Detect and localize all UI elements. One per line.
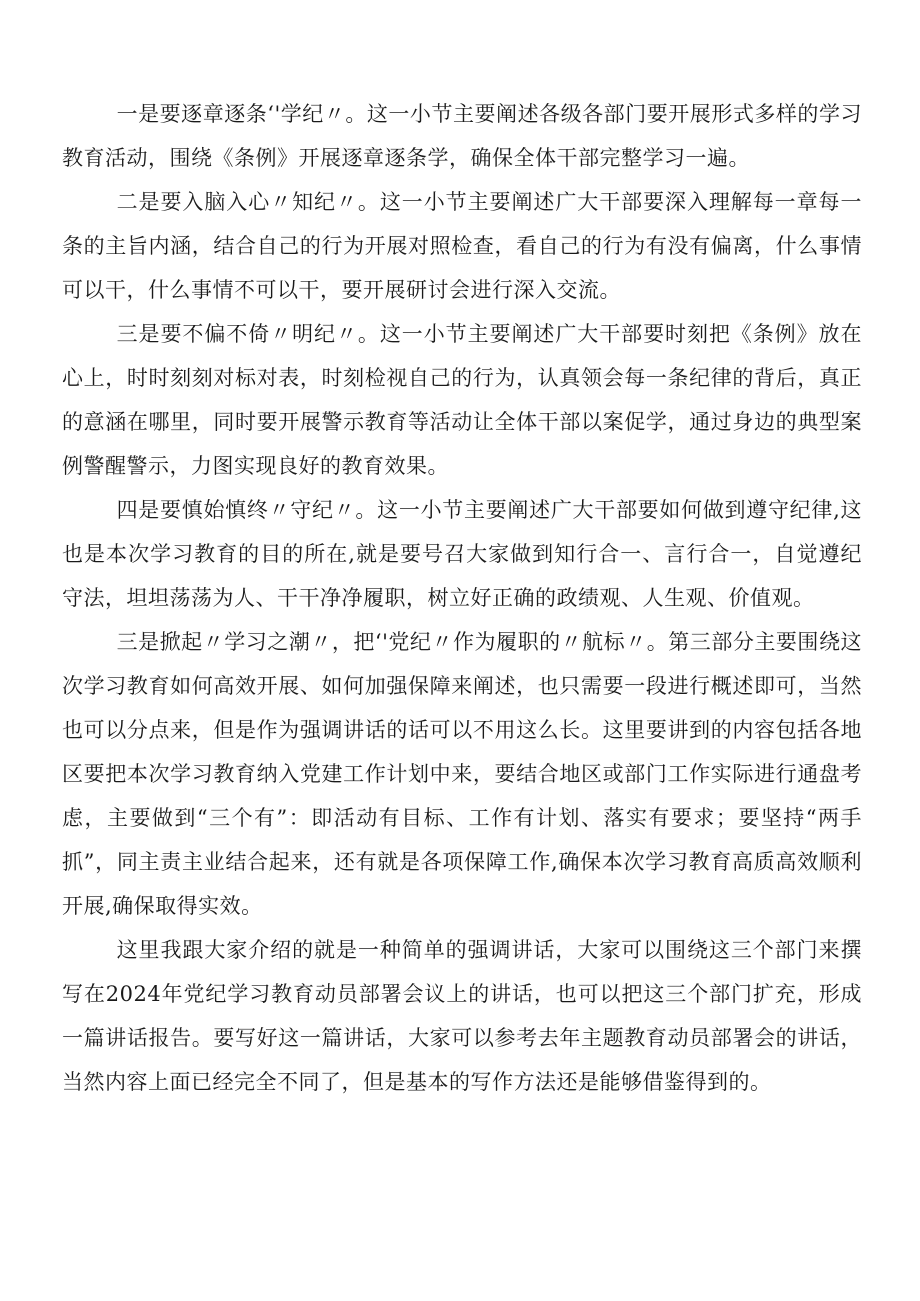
paragraph-closing: 这里我跟大家介绍的就是一种简单的强调讲话，大家可以围绕这三个部门来撰写在2024年党纪学习教育动员部署会议上的讲话，也可以把这三个部门扩充，形成一篇讲话报告。要写好这一篇讲话，大家可以参考去年主题教育动员部署会的讲话，当然内容上面已经完全不同了，但是基本的写作方法还是能够借鉴得到的。 bbox=[62, 938, 862, 1094]
paragraph-part-three: 三是掀起〃学习之潮〃，把‘'党纪〃作为履职的〃航标〃。第三部分主要围绕这次学习教育如何高效开展、如何加强保障来阐述，也只需要一段进行概述即可，当然也可以分点来，但是作为强调讲话的话可以不用这么长。这里要讲到的内容包括各地区要把本次学习教育纳入党建工作计划中来，要结合地区或部门工作实际进行通盘考虑，主要做到“三个有”：即活动有目标、工作有计划、落实有要求；要坚持“两手抓”，同主责主业结合起来，还有就是各项保障工作,确保本次学习教育高质高效顺利开展,确保取得实效。 bbox=[62, 630, 862, 918]
paragraph-study-discipline: 一是要逐章逐条‘'学纪〃。这一小节主要阐述各级各部门要开展形式多样的学习教育活动，围绕《条例》开展逐章逐条学，确保全体干部完整学习一遍。 bbox=[62, 102, 862, 170]
paragraph-know-discipline: 二是要入脑入心〃知纪〃。这一小节主要阐述广大干部要深入理解每一章每一条的主旨内涵，结合自己的行为开展对照检查，看自己的行为有没有偏离，什么事情可以干，什么事情不可以干，要开展研讨会进行深入交流。 bbox=[62, 190, 862, 302]
paragraph-understand-discipline: 三是要不偏不倚〃明纪〃。这一小节主要阐述广大干部要时刻把《条例》放在心上，时时刻刻对标对表，时刻检视自己的行为，认真领会每一条纪律的背后，真正的意涵在哪里，同时要开展警示教育等活动让全体干部以案促学，通过身边的典型案例警醒警示，力图实现良好的教育效果。 bbox=[62, 322, 862, 478]
paragraph-keep-discipline: 四是要慎始慎终〃守纪〃。这一小节主要阐述广大干部要如何做到遵守纪律,这也是本次学习教育的目的所在,就是要号召大家做到知行合一、言行合一，自觉遵纪守法，坦坦荡荡为人、干干净净履职，树立好正确的政绩观、人生观、价值观。 bbox=[62, 498, 862, 610]
document-body bbox=[62, 92, 862, 1104]
